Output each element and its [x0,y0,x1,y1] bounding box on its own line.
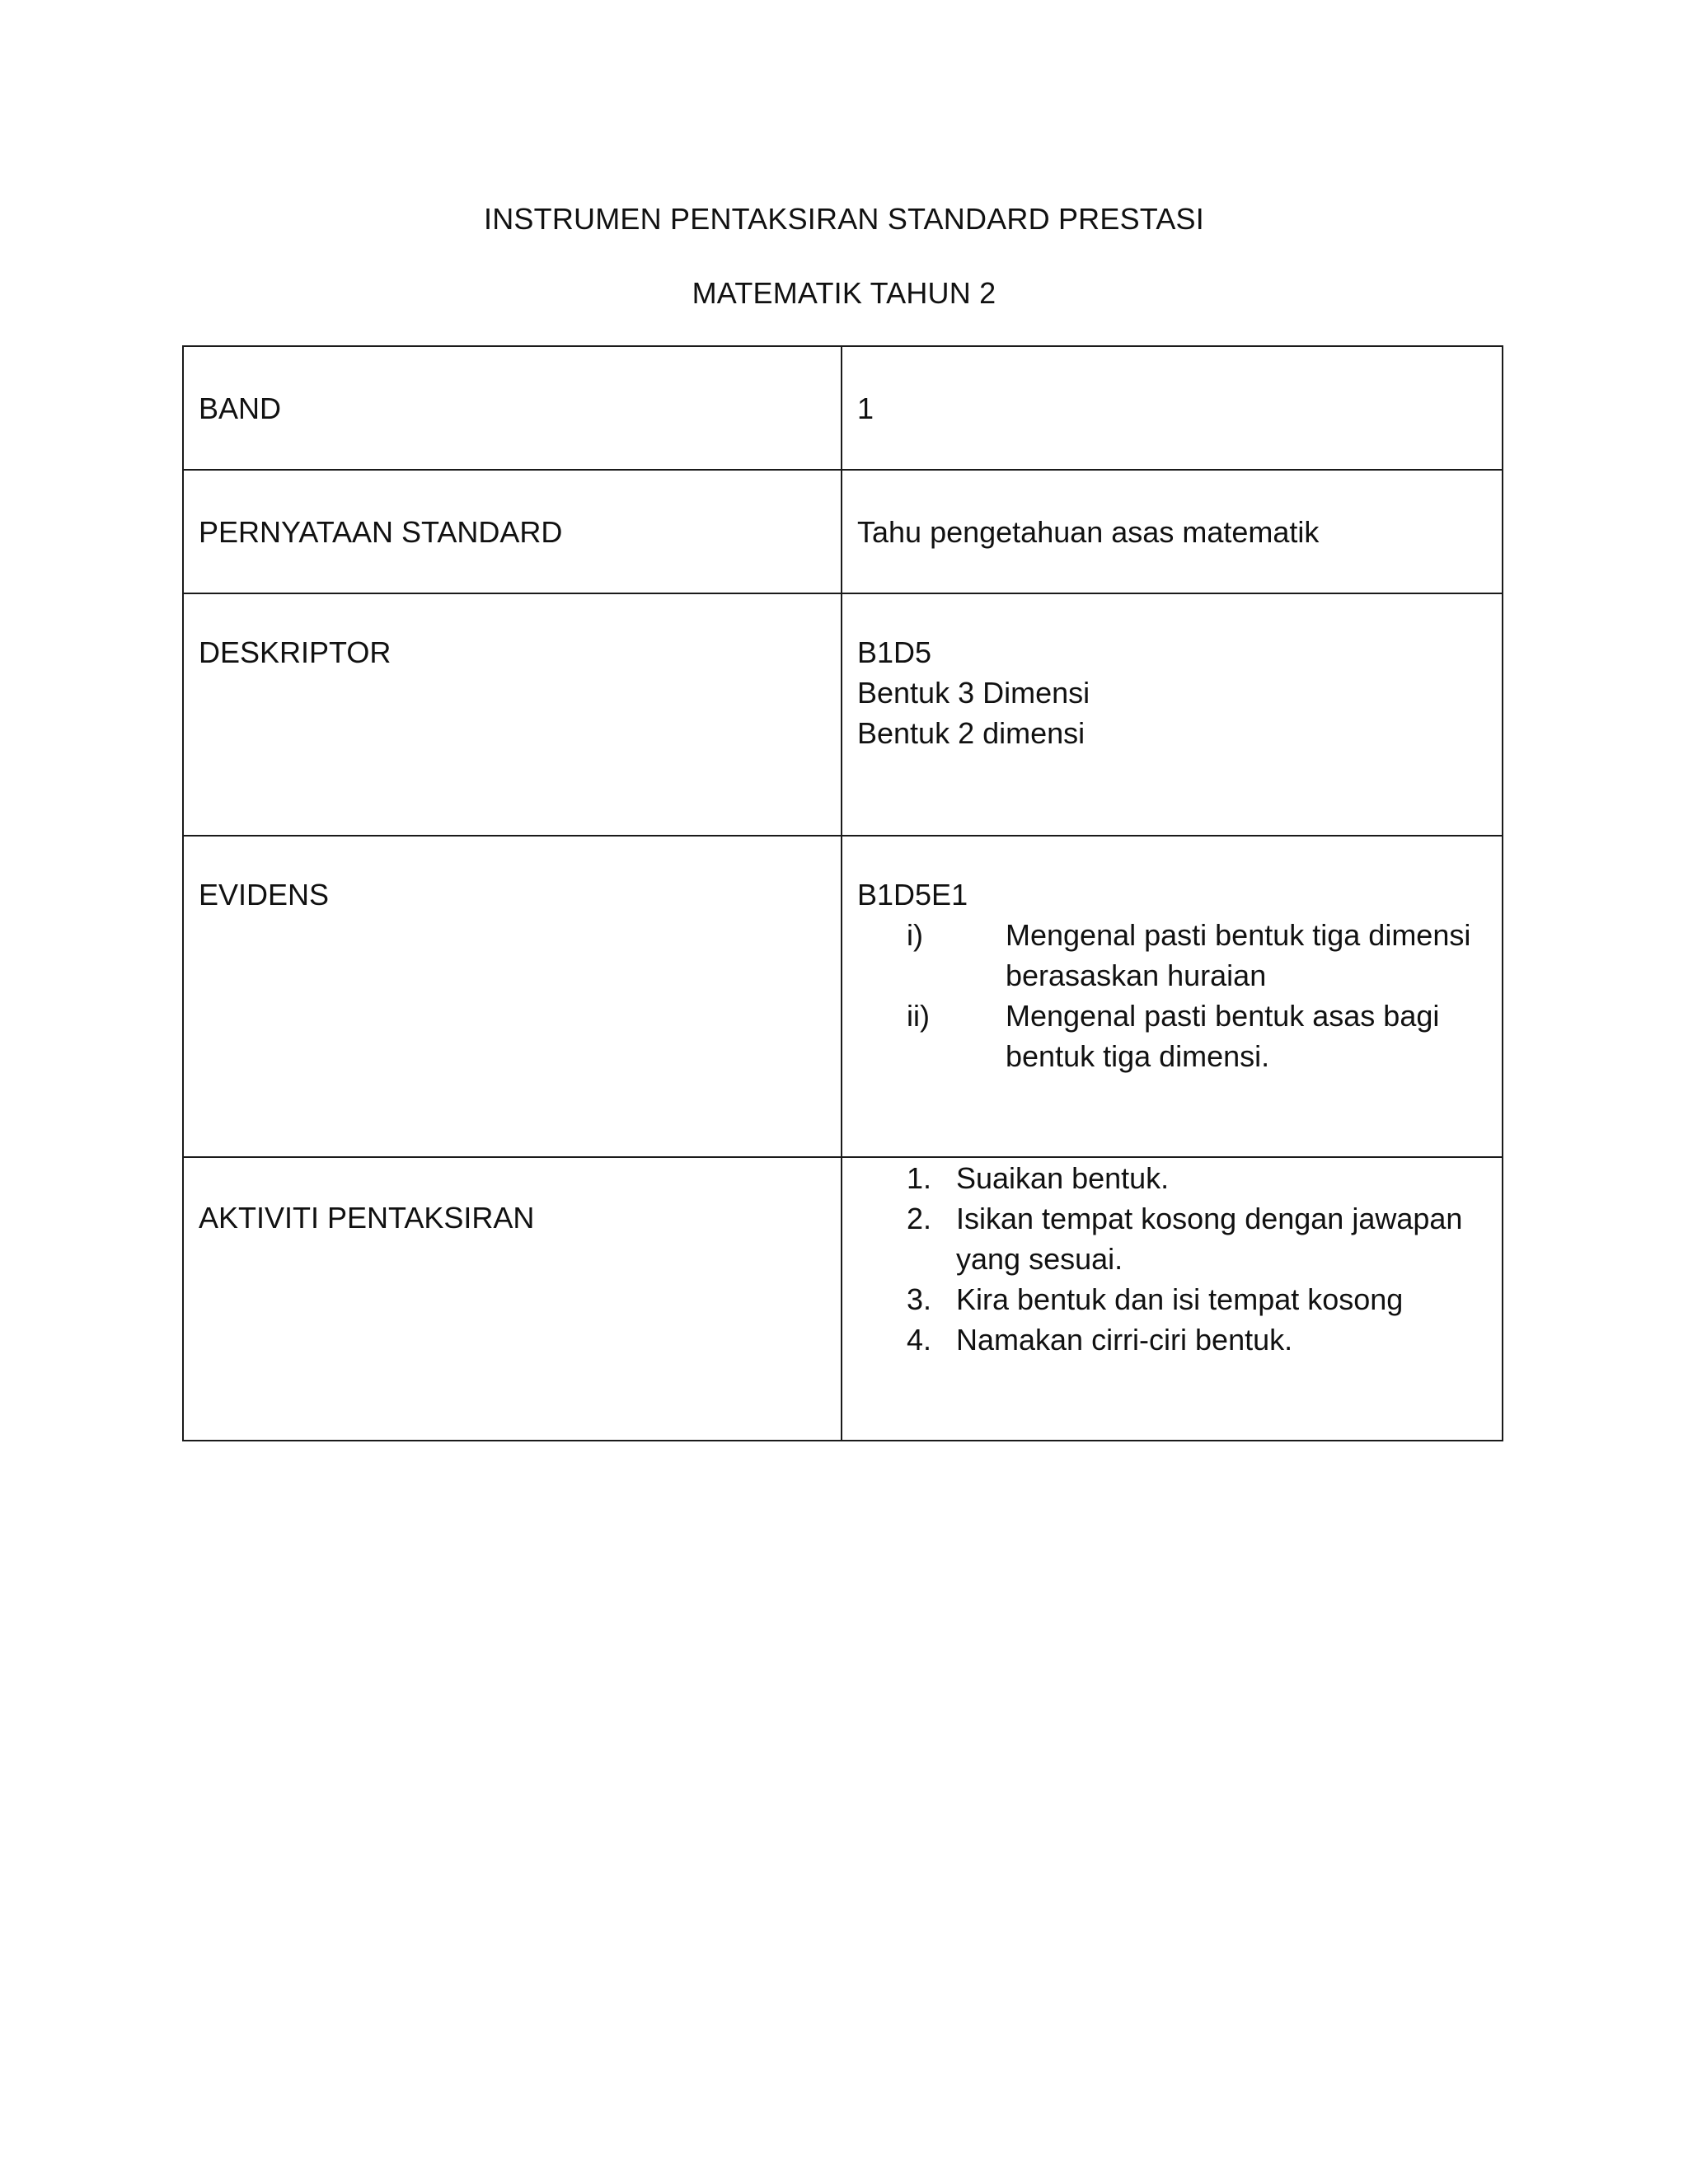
aktiviti-label: AKTIVITI PENTAKSIRAN [183,1157,842,1441]
list-item [857,1158,1487,1198]
list-marker: 2. [907,1202,932,1235]
pernyataan-value: Tahu pengetahuan asas matematik [842,470,1503,593]
pernyataan-label: PERNYATAAN STANDARD [183,470,842,593]
list-marker: 3. [907,1282,932,1316]
list-marker: i) [907,918,923,952]
table-row-deskriptor [183,593,1503,836]
aktiviti-value [842,1157,1503,1441]
list-item [857,1198,1487,1279]
deskriptor-line: B1D5 [857,635,932,669]
evidens-value [842,836,1503,1157]
list-item [857,996,1487,1076]
table-row-pernyataan [183,470,1503,593]
evidens-label: EVIDENS [183,836,842,1157]
list-item-text: Suaikan bentuk. [956,1161,1170,1195]
list-marker: 1. [907,1161,932,1195]
deskriptor-label: DESKRIPTOR [183,593,842,836]
list-item [857,915,1487,996]
document-subtitle: MATEMATIK TAHUN 2 [692,276,996,310]
list-item [857,1319,1487,1360]
table-row-evidens [183,836,1503,1157]
list-item-text: Mengenal pasti bentuk tiga dimensi berasaskan huraian [1006,918,1471,992]
evidens-list [857,915,1487,1076]
deskriptor-line: Bentuk 2 dimensi [857,716,1085,750]
band-value: 1 [842,346,1503,470]
deskriptor-value [842,593,1503,836]
list-item-text: Mengenal pasti bentuk asas bagi bentuk tiga dimensi. [1006,999,1440,1073]
list-item-text: Isikan tempat kosong dengan jawapan yang sesuai. [956,1202,1463,1276]
list-item-text: Kira bentuk dan isi tempat kosong [956,1282,1404,1316]
band-label: BAND [183,346,842,470]
document-title: INSTRUMEN PENTAKSIRAN STANDARD PRESTASI [484,202,1204,236]
table-row-aktiviti [183,1157,1503,1441]
table-row-band [183,346,1503,470]
list-item [857,1279,1487,1319]
list-item-text: Namakan cirri-ciri bentuk. [956,1323,1293,1357]
assessment-table [182,345,1503,1441]
evidens-code: B1D5E1 [857,878,968,912]
deskriptor-line: Bentuk 3 Dimensi [857,676,1090,710]
list-marker: ii) [907,999,930,1033]
list-marker: 4. [907,1323,932,1357]
aktiviti-list [857,1158,1487,1360]
